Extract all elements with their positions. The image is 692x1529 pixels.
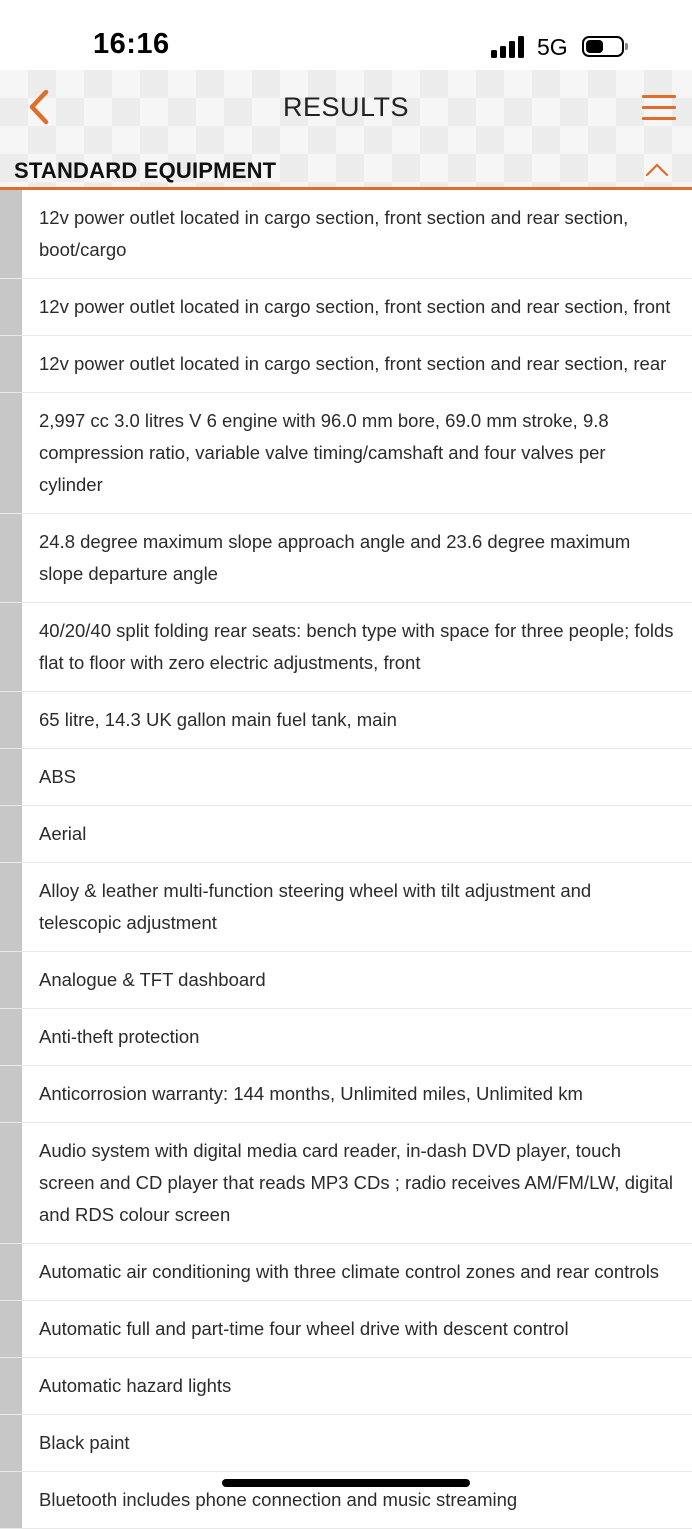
section-title: STANDARD EQUIPMENT xyxy=(14,158,277,183)
list-item xyxy=(0,1123,692,1244)
row-marker xyxy=(0,863,22,951)
list-item-label: 65 litre, 14.3 UK gallon main fuel tank, main xyxy=(39,709,397,730)
hamburger-menu-icon[interactable] xyxy=(642,95,676,121)
list-item-label: 24.8 degree maximum slope approach angle and 23.6 degree maximum slope departure angle xyxy=(39,531,631,584)
list-item-label: Automatic full and part-time four wheel drive with descent control xyxy=(39,1318,569,1339)
list-item-label: Anticorrosion warranty: 144 months, Unlimited miles, Unlimited km xyxy=(39,1083,583,1104)
list-item-label: Black paint xyxy=(39,1432,130,1453)
row-marker xyxy=(0,603,22,691)
row-marker xyxy=(0,336,22,392)
signal-icon xyxy=(491,36,527,58)
list-item-label: ABS xyxy=(39,766,77,787)
list-item xyxy=(0,1301,692,1358)
list-item-label: 40/20/40 split folding rear seats: bench type with space for three people; folds flat to floor with zero electric adjustments, front xyxy=(39,620,674,673)
list-item-label: Automatic air conditioning with three climate control zones and rear controls xyxy=(39,1261,660,1282)
row-marker xyxy=(0,806,22,862)
home-indicator xyxy=(222,1479,470,1487)
list-item-label: Aerial xyxy=(39,823,87,844)
page-title: RESULTS xyxy=(282,92,410,122)
list-item xyxy=(0,514,692,603)
list-item xyxy=(0,190,692,279)
list-item xyxy=(0,336,692,393)
status-bar xyxy=(0,0,692,70)
list-item-label: 2,997 cc 3.0 litres V 6 engine with 96.0 mm bore, 69.0 mm stroke, 9.8 compression ratio, variable valve timing/camshaft and four valves per cylinder xyxy=(39,410,609,495)
row-marker xyxy=(0,393,22,513)
chevron-up-icon[interactable] xyxy=(644,160,670,178)
section-header[interactable] xyxy=(0,152,692,190)
row-marker xyxy=(0,1301,22,1357)
row-marker xyxy=(0,1358,22,1414)
list-item-label: Alloy & leather multi-function steering wheel with tilt adjustment and telescopic adjustment xyxy=(39,880,592,933)
list-item xyxy=(0,1358,692,1415)
list-item xyxy=(0,1415,692,1472)
list-item xyxy=(0,749,692,806)
row-marker xyxy=(0,692,22,748)
list-item xyxy=(0,692,692,749)
header xyxy=(0,70,692,190)
list-item-label: 12v power outlet located in cargo section, front section and rear section, rear xyxy=(39,353,667,374)
battery-icon xyxy=(582,36,624,57)
row-marker xyxy=(0,952,22,1008)
list-item-label: Bluetooth includes phone connection and music streaming xyxy=(39,1489,518,1510)
list-item-label: Audio system with digital media card reader, in-dash DVD player, touch screen and CD player that reads MP3 CDs ; radio receives AM/FM/LW, digital and RDS colour screen xyxy=(39,1140,674,1225)
list-item xyxy=(0,279,692,336)
row-marker xyxy=(0,514,22,602)
row-marker xyxy=(0,1244,22,1300)
row-marker xyxy=(0,1415,22,1471)
list-item xyxy=(0,603,692,692)
row-marker xyxy=(0,1472,22,1528)
list-item-label: 12v power outlet located in cargo section, front section and rear section, front xyxy=(39,296,671,317)
list-item xyxy=(0,806,692,863)
network-label: 5G xyxy=(537,34,568,60)
equipment-list xyxy=(0,190,692,1529)
row-marker xyxy=(0,1066,22,1122)
row-marker xyxy=(0,749,22,805)
list-item xyxy=(0,393,692,514)
list-item-label: 12v power outlet located in cargo section, front section and rear section, boot/cargo xyxy=(39,207,629,260)
row-marker xyxy=(0,1123,22,1243)
row-marker xyxy=(0,1009,22,1065)
list-item-label: Anti-theft protection xyxy=(39,1026,200,1047)
status-time: 16:16 xyxy=(93,28,170,60)
list-item xyxy=(0,1009,692,1066)
list-item xyxy=(0,1244,692,1301)
list-item xyxy=(0,952,692,1009)
list-item xyxy=(0,1066,692,1123)
list-item xyxy=(0,863,692,952)
list-item-label: Automatic hazard lights xyxy=(39,1375,232,1396)
list-item-label: Analogue & TFT dashboard xyxy=(39,969,266,990)
row-marker xyxy=(0,190,22,278)
row-marker xyxy=(0,279,22,335)
